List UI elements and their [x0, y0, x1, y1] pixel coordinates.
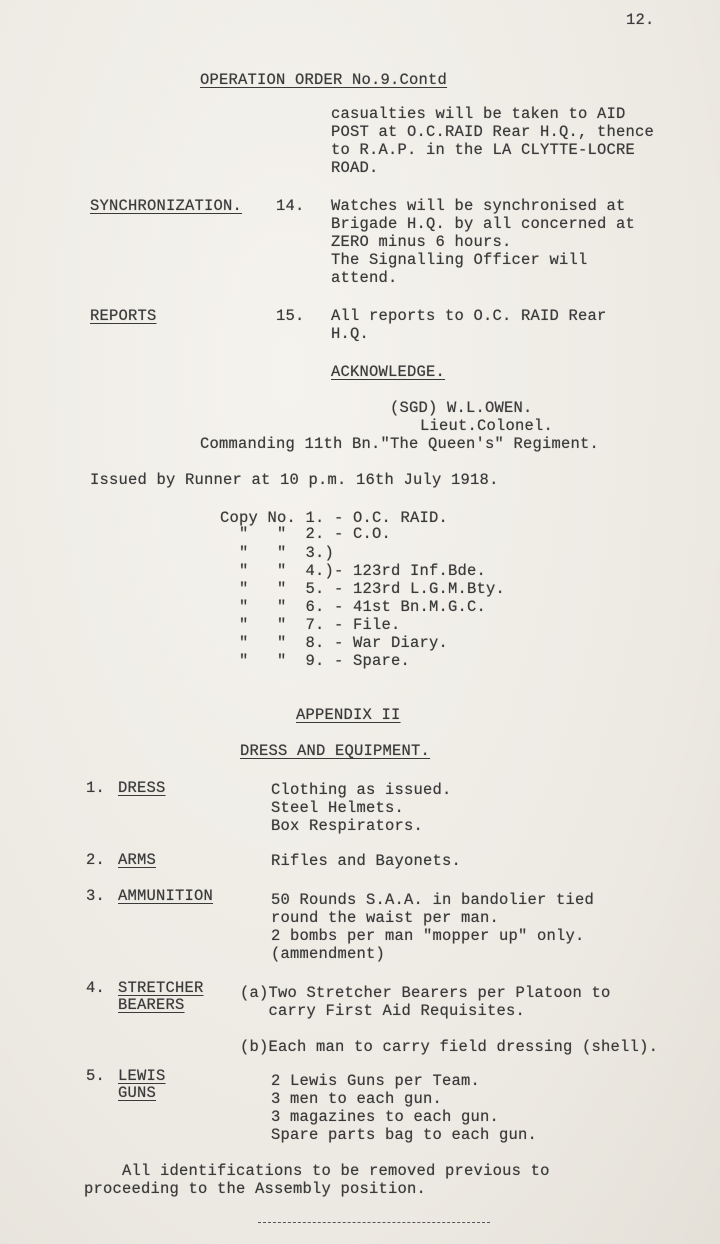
- reports-number: 15.: [276, 307, 305, 325]
- ammo-label: AMMUNITION: [118, 887, 214, 905]
- lewis-label-2: GUNS: [118, 1084, 157, 1102]
- dress-label: DRESS: [118, 779, 166, 797]
- arms-label: ARMS: [118, 851, 157, 869]
- copy-line-5: " " 5. - 123rd L.G.M.Bty.: [220, 580, 506, 598]
- issued-line: Issued by Runner at 10 p.m. 16th July 1918.: [90, 471, 499, 489]
- signature-command: Commanding 11th Bn."The Queen's" Regiment.: [200, 435, 600, 453]
- stretcher-a-line-1: (a)Two Stretcher Bearers per Platoon to: [240, 984, 611, 1002]
- signature-name: (SGD) W.L.OWEN.: [390, 399, 533, 417]
- copy-line-1: Copy No. 1. - O.C. RAID.: [220, 509, 449, 527]
- stretcher-b-line: (b)Each man to carry field dressing (shell).: [240, 1038, 659, 1056]
- sync-line-1: Watches will be synchronised at: [331, 197, 626, 215]
- acknowledge: ACKNOWLEDGE.: [331, 363, 446, 381]
- copy-line-4: " " 4.)- 123rd Inf.Bde.: [220, 562, 487, 580]
- signature-rank: Lieut.Colonel.: [420, 417, 554, 435]
- arms-number: 2.: [86, 851, 106, 869]
- sync-line-3: ZERO minus 6 hours.: [331, 233, 512, 251]
- sync-line-4: The Signalling Officer will: [331, 251, 588, 269]
- sync-line-2: Brigade H.Q. by all concerned at: [331, 215, 636, 233]
- stretcher-a-line-2: carry First Aid Requisites.: [240, 1002, 526, 1020]
- closing-line-2: proceeding to the Assembly position.: [84, 1180, 427, 1198]
- end-rule: [258, 1222, 490, 1223]
- ammo-line-2: round the waist per man.: [271, 909, 500, 927]
- ammo-line-3: 2 bombs per man "mopper up" only.: [271, 927, 585, 945]
- casualties-line-3: to R.A.P. in the LA CLYTTE-LOCRE: [331, 141, 636, 159]
- appendix-title: APPENDIX II: [296, 706, 401, 724]
- reports-label: REPORTS: [90, 307, 157, 325]
- stretcher-label-2: BEARERS: [118, 996, 185, 1014]
- lewis-number: 5.: [86, 1067, 106, 1085]
- casualties-line-4: ROAD.: [331, 159, 379, 177]
- dress-line-2: Steel Helmets.: [271, 799, 405, 817]
- ammo-number: 3.: [86, 887, 106, 905]
- stretcher-label-1: STRETCHER: [118, 979, 204, 997]
- copy-line-9: " " 9. - Spare.: [220, 652, 411, 670]
- closing-line-1: All identifications to be removed previous to: [84, 1162, 550, 1180]
- arms-line-1: Rifles and Bayonets.: [271, 852, 462, 870]
- reports-line-2: H.Q.: [331, 325, 370, 343]
- dress-number: 1.: [86, 779, 106, 797]
- stretcher-number: 4.: [86, 979, 106, 997]
- copy-line-3: " " 3.): [220, 544, 335, 562]
- page-heading: OPERATION ORDER No.9.Contd: [200, 71, 448, 89]
- lewis-line-3: 3 magazines to each gun.: [271, 1108, 500, 1126]
- ammo-line-1: 50 Rounds S.A.A. in bandolier tied: [271, 891, 595, 909]
- ammo-line-4: (ammendment): [271, 945, 386, 963]
- copy-line-7: " " 7. - File.: [220, 616, 401, 634]
- dress-line-1: Clothing as issued.: [271, 781, 452, 799]
- reports-line-1: All reports to O.C. RAID Rear: [331, 307, 607, 325]
- sync-number: 14.: [276, 197, 305, 215]
- appendix-subtitle: DRESS AND EQUIPMENT.: [240, 742, 431, 760]
- sync-line-5: attend.: [331, 269, 398, 287]
- lewis-line-4: Spare parts bag to each gun.: [271, 1126, 538, 1144]
- dress-line-3: Box Respirators.: [271, 817, 424, 835]
- lewis-label-1: LEWIS: [118, 1067, 166, 1085]
- lewis-line-1: 2 Lewis Guns per Team.: [271, 1072, 481, 1090]
- sync-label: SYNCHRONIZATION.: [90, 197, 243, 215]
- casualties-line-1: casualties will be taken to AID: [331, 105, 626, 123]
- casualties-line-2: POST at O.C.RAID Rear H.Q., thence: [331, 123, 655, 141]
- copy-line-2: " " 2. - C.O.: [220, 525, 392, 543]
- copy-line-6: " " 6. - 41st Bn.M.G.C.: [220, 598, 487, 616]
- copy-line-8: " " 8. - War Diary.: [220, 634, 449, 652]
- page-number: 12.: [626, 11, 655, 29]
- lewis-line-2: 3 men to each gun.: [271, 1090, 443, 1108]
